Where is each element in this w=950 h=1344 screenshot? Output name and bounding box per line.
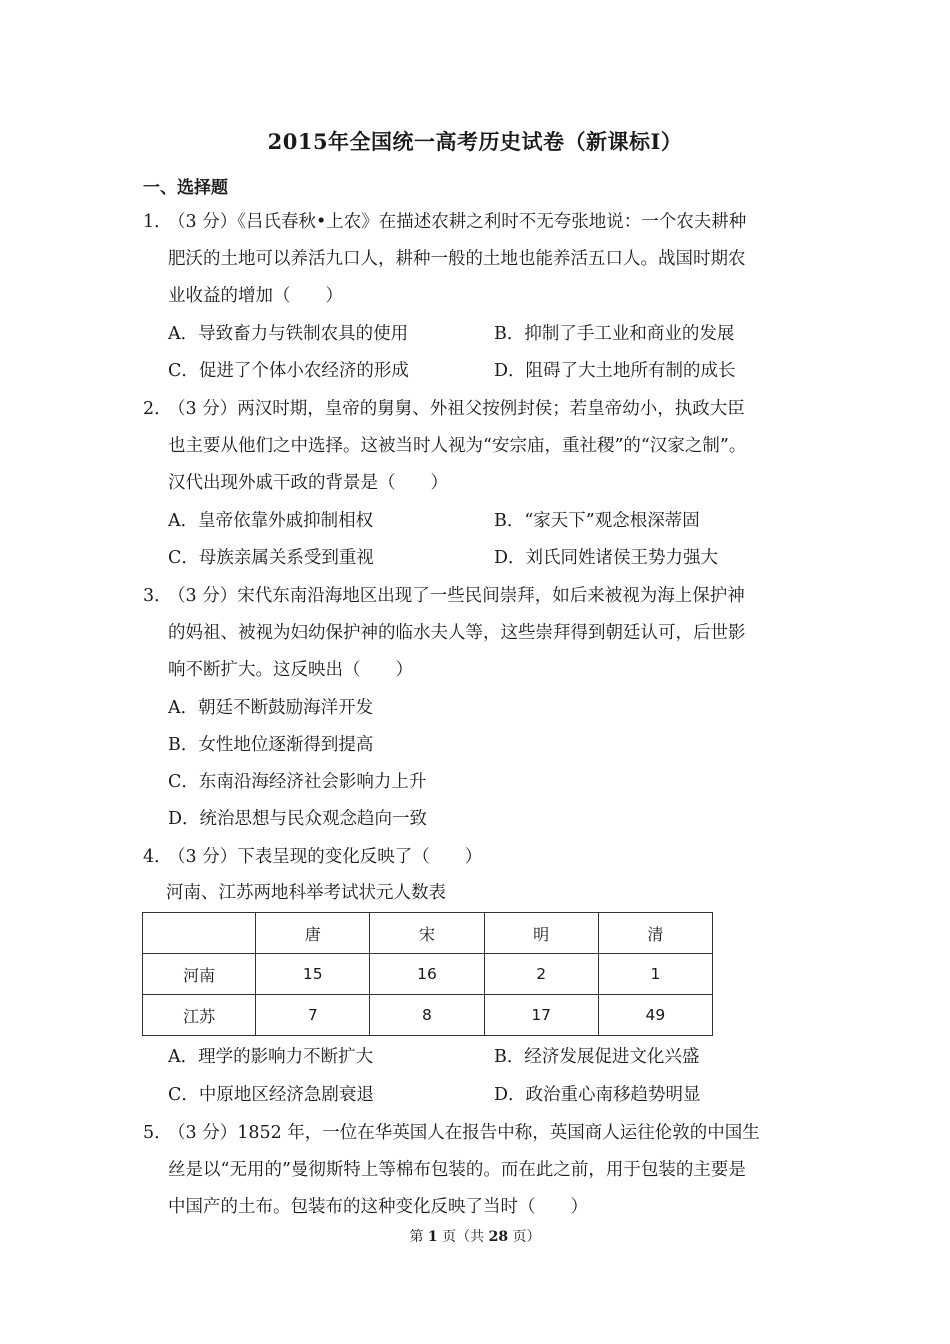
footer-total-pages: 28 xyxy=(488,1229,509,1245)
option-b: B．“家天下”观念根深蒂固 xyxy=(494,511,700,531)
question-text-line: （3 分）1852 年，一位在华英国人在报告中称，英国商人运往伦敦的中国生 xyxy=(168,1123,760,1143)
section-heading: 一、选择题 xyxy=(143,178,228,198)
question-text-line: （3 分）下表呈现的变化反映了（ ） xyxy=(168,847,483,867)
table-header-row xyxy=(143,913,713,954)
question-text-line: 业收益的增加（ ） xyxy=(168,286,343,306)
table-header-cell: 清 xyxy=(598,913,712,954)
table-cell: 17 xyxy=(484,995,598,1036)
table-row xyxy=(143,995,713,1036)
option-a: A．皇帝依靠外戚抑制相权 xyxy=(168,511,374,531)
table-row xyxy=(143,954,713,995)
question-number: 2． xyxy=(143,399,172,419)
footer-suffix: 页） xyxy=(512,1229,541,1245)
question-text-line: 也主要从他们之中选择。这被当时人视为“安宗庙，重社稷”的“汉家之制”。 xyxy=(168,436,747,456)
table-row-label: 河南 xyxy=(143,954,256,995)
question-number: 1． xyxy=(143,212,172,232)
table-row-label: 江苏 xyxy=(143,995,256,1036)
option-c: C．东南沿海经济社会影响力上升 xyxy=(168,772,427,792)
question-text-line: 丝是以“无用的”曼彻斯特上等棉布包装的。而在此之前，用于包装的主要是 xyxy=(168,1160,746,1180)
data-table xyxy=(142,912,713,1036)
question-number: 5． xyxy=(143,1123,172,1143)
table-cell: 7 xyxy=(256,995,370,1036)
table-header-cell: 明 xyxy=(484,913,598,954)
question-text-line: 汉代出现外戚干政的背景是（ ） xyxy=(168,473,448,493)
option-c: C．中原地区经济急剧衰退 xyxy=(168,1085,374,1105)
option-d: D．政治重心南移趋势明显 xyxy=(494,1085,701,1105)
question-text-line: （3 分）《吕氏春秋•上农》在描述农耕之利时不无夸张地说：一个农夫耕种 xyxy=(168,212,747,232)
question-number: 4． xyxy=(143,847,172,867)
question-text-line: （3 分）两汉时期，皇帝的舅舅、外祖父按例封侯；若皇帝幼小，执政大臣 xyxy=(168,399,745,419)
footer-page-number: 1 xyxy=(427,1229,438,1245)
question-text-line: 中国产的土布。包装布的这种变化反映了当时（ ） xyxy=(168,1197,588,1217)
option-c: C．母族亲属关系受到重视 xyxy=(168,548,374,568)
table-cell: 16 xyxy=(370,954,484,995)
option-b: B．经济发展促进文化兴盛 xyxy=(494,1047,700,1067)
question-text-line: （3 分）宋代东南沿海地区出现了一些民间崇拜，如后来被视为海上保护神 xyxy=(168,586,745,606)
option-d: D．阻碍了大土地所有制的成长 xyxy=(494,361,736,381)
footer-prefix: 第 xyxy=(409,1229,424,1245)
table-header-cell: 唐 xyxy=(256,913,370,954)
option-d: D．刘氏同姓诸侯王势力强大 xyxy=(494,548,719,568)
option-a: A．理学的影响力不断扩大 xyxy=(168,1047,374,1067)
question-number: 3． xyxy=(143,586,172,606)
question-text-line: 肥沃的土地可以养活九口人，耕种一般的土地也能养活五口人。战国时期农 xyxy=(168,249,746,269)
question-text-line: 的妈祖、被视为妇幼保护神的临水夫人等，这些崇拜得到朝廷认可，后世影 xyxy=(168,623,746,643)
question-text-line: 响不断扩大。这反映出（ ） xyxy=(168,660,413,680)
table-header-cell: 宋 xyxy=(370,913,484,954)
option-b: B．女性地位逐渐得到提高 xyxy=(168,735,374,755)
page-title: 2015年全国统一高考历史试卷（新课标I） xyxy=(267,129,683,154)
table-caption: 河南、江苏两地科举考试状元人数表 xyxy=(166,883,446,903)
option-c: C．促进了个体小农经济的形成 xyxy=(168,361,409,381)
table-cell: 1 xyxy=(598,954,712,995)
table-cell: 2 xyxy=(484,954,598,995)
option-d: D．统治思想与民众观念趋向一致 xyxy=(168,809,428,829)
table-cell: 49 xyxy=(598,995,712,1036)
page-footer xyxy=(0,1226,950,1246)
footer-middle: 页（共 xyxy=(442,1229,485,1245)
option-a: A．朝廷不断鼓励海洋开发 xyxy=(168,698,374,718)
table-cell: 8 xyxy=(370,995,484,1036)
table-cell: 15 xyxy=(256,954,370,995)
option-a: A．导致畜力与铁制农具的使用 xyxy=(168,324,409,344)
table-cell xyxy=(143,913,256,954)
option-b: B．抑制了手工业和商业的发展 xyxy=(494,324,735,344)
